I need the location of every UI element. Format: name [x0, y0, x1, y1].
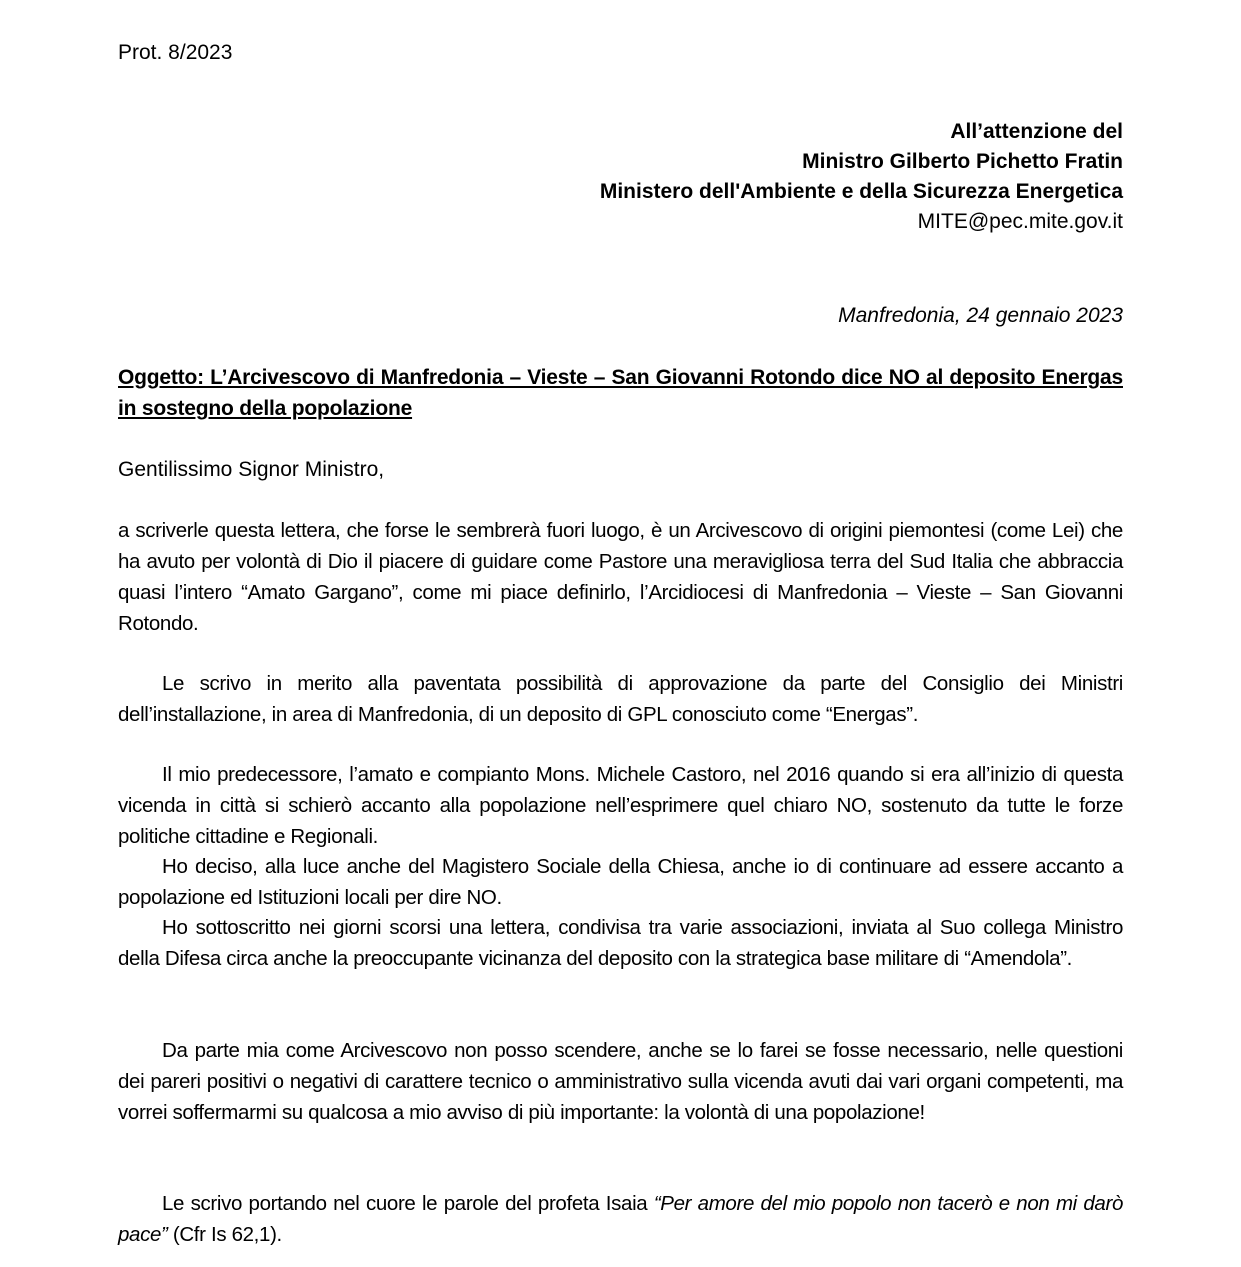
- paragraph-3: Il mio predecessore, l’amato e compianto Mons. Michele Castoro, nel 2016 quando si era all’inizio di questa vicenda in città si schierò accanto alla popolazione nell’esprimere quel chiaro NO, sostenuto da tutte le forze politiche cittadine e Regionali.: [118, 763, 1123, 848]
- paragraph-7: [118, 1188, 1123, 1250]
- recipient-name: Ministro Gilberto Pichetto Fratin: [802, 150, 1123, 173]
- paragraph-7-lead: Le scrivo portando nel cuore le parole del profeta Isaia: [162, 1192, 654, 1215]
- paragraph-2: Le scrivo in merito alla paventata possibilità di approvazione da parte del Consiglio dei Ministri dell’installazione, in area di Manfredonia, di un deposito di GPL conosciuto come “Energas”.: [118, 672, 1123, 726]
- protocol-number: Prot. 8/2023: [118, 41, 233, 64]
- letter-subject: Oggetto: L’Arcivescovo di Manfredonia – Vieste – San Giovanni Rotondo dice NO al deposito Energas in sostegno della popolazione: [118, 366, 1123, 420]
- paragraph-4: Ho deciso, alla luce anche del Magistero Sociale della Chiesa, anche io di continuare ad essere accanto a popolazione ed Istituzioni locali per dire NO.: [118, 855, 1123, 909]
- recipient-email: MITE@pec.mite.gov.it: [917, 210, 1123, 233]
- paragraph-1: a scriverle questa lettera, che forse le sembrerà fuori luogo, è un Arcivescovo di origini piemontesi (come Lei) che ha avuto per volontà di Dio il piacere di guidare come Pastore una meravigliosa terra del Sud Italia che abbraccia quasi l’intero “Amato Gargano”, come mi piace definirlo, l’Arcidiocesi di Manfredonia – Vieste – San Giovanni Rotondo.: [118, 519, 1123, 635]
- recipient-ministry: Ministero dell'Ambiente e della Sicurezza Energetica: [599, 180, 1123, 203]
- letter-date: Manfredonia, 24 gennaio 2023: [838, 304, 1123, 327]
- greeting: Gentilissimo Signor Ministro,: [118, 458, 385, 481]
- recipient-block: [600, 117, 1123, 237]
- paragraph-5: Ho sottoscritto nei giorni scorsi una lettera, condivisa tra varie associazioni, inviata al Suo collega Ministro della Difesa circa anche la preoccupante vicinanza del deposito con la strategica base militare di “Amendola”.: [118, 916, 1123, 970]
- recipient-attention: All’attenzione del: [950, 120, 1123, 143]
- scripture-reference: (Cfr Is 62,1).: [167, 1223, 282, 1246]
- paragraph-6: Da parte mia come Arcivescovo non posso scendere, anche se lo farei se fosse necessario, nelle questioni dei pareri positivi o negativi di carattere tecnico o amministrativo sulla vicenda avuti dai vari organi competenti, ma vorrei soffermarmi su qualcosa a mio avviso di più importante: la volontà di una popolazione!: [118, 1039, 1123, 1124]
- isaiah-quote: “Per amore del mio popolo non tacerò e non mi darò pace”: [118, 1192, 1123, 1246]
